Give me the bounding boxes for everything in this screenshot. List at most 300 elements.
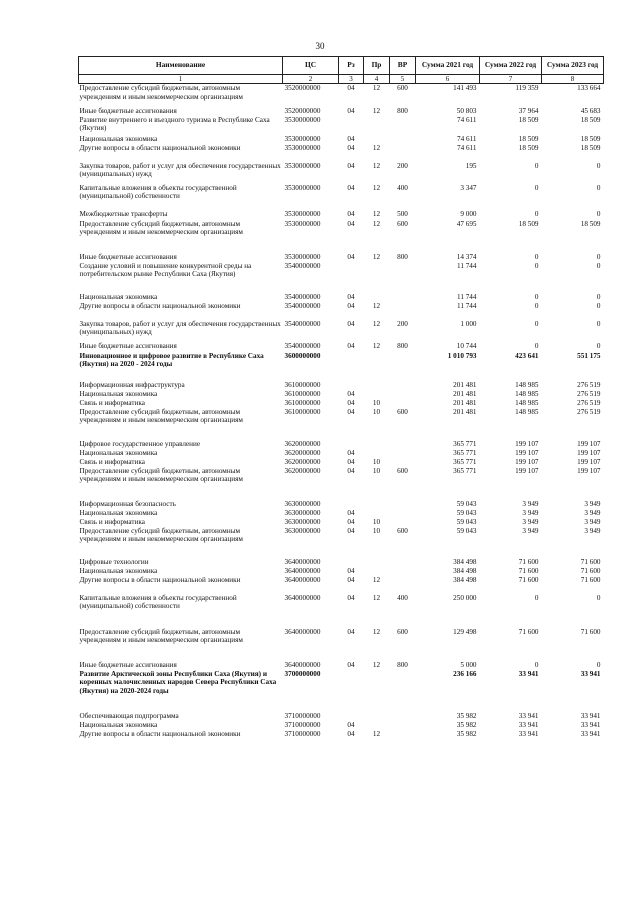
row-sum-2021-cell: 250 000 bbox=[453, 593, 477, 602]
row-name-cell: Предоставление субсидий бюджетным, автономным учреждениям и иным некоммерческим организациям bbox=[79, 84, 243, 101]
row-sum-2022-cell: 33 941 bbox=[518, 669, 539, 678]
table-row bbox=[79, 467, 604, 500]
row-pr-cell: 10 bbox=[372, 407, 381, 416]
row-sum-2023-cell: 0 bbox=[596, 301, 601, 310]
row-name-cell: Инновационное и цифровое развитие в Республике Саха (Якутия) на 2020 - 2024 годы bbox=[79, 351, 264, 369]
row-pr-cell: 10 bbox=[372, 526, 381, 535]
row-sum-2022-cell: 33 941 bbox=[518, 720, 539, 729]
row-pr-cell: 12 bbox=[372, 183, 381, 192]
row-sum-2022-cell: 33 941 bbox=[518, 729, 539, 738]
table-row bbox=[79, 594, 604, 628]
row-sum-2023-cell: 3 949 bbox=[584, 508, 601, 517]
row-pr-cell: 12 bbox=[372, 301, 381, 310]
row-name-cell: Национальная экономика bbox=[79, 389, 158, 398]
row-rz-cell: 04 bbox=[347, 219, 355, 228]
row-vr-cell bbox=[390, 558, 416, 567]
row-rz-cell: 04 bbox=[347, 575, 355, 584]
row-name-cell: Закупка товаров, работ и услуг для обеспечения государственных (муниципальных) нужд bbox=[79, 319, 281, 337]
row-rz-cell bbox=[339, 712, 364, 721]
row-sum-2022-cell: 18 509 bbox=[518, 115, 539, 124]
row-name-cell: Капитальные вложения в объекты государственной (муниципальной) собственности bbox=[79, 593, 237, 611]
row-name-cell: Обеспечивающая подпрограмма bbox=[79, 711, 179, 720]
row-sum-2021-cell: 141 493 bbox=[453, 84, 477, 93]
row-vr-cell bbox=[390, 293, 416, 302]
row-sum-2022-cell: 0 bbox=[534, 292, 539, 301]
row-sum-2022-cell: 37 964 bbox=[518, 106, 539, 115]
row-sum-2022-cell: 148 985 bbox=[515, 380, 539, 389]
row-name-cell: Предоставление субсидий бюджетным, автономным учреждениям и иным некоммерческим организациям bbox=[79, 627, 243, 645]
column-number: 2 bbox=[283, 75, 339, 84]
row-sum-2021-cell: 14 374 bbox=[456, 252, 477, 261]
row-cs-cell: 3610000000 bbox=[284, 398, 321, 407]
table-row bbox=[79, 342, 604, 352]
row-pr-cell bbox=[364, 567, 390, 576]
row-sum-2022-cell: 199 107 bbox=[515, 448, 539, 457]
row-rz-cell bbox=[339, 670, 364, 712]
row-vr-cell bbox=[390, 302, 416, 320]
row-cs-cell: 3710000000 bbox=[284, 720, 321, 729]
row-sum-2021-cell: 201 481 bbox=[453, 380, 477, 389]
row-cs-cell: 3640000000 bbox=[284, 575, 321, 584]
row-sum-2021-cell: 47 695 bbox=[456, 219, 477, 228]
row-cs-cell: 3610000000 bbox=[284, 407, 321, 416]
table-row bbox=[79, 144, 604, 162]
table-row bbox=[79, 661, 604, 670]
row-rz-cell: 04 bbox=[347, 301, 355, 310]
row-cs-cell: 3640000000 bbox=[284, 566, 321, 575]
row-cs-cell: 3710000000 bbox=[284, 729, 321, 738]
row-pr-cell bbox=[364, 721, 390, 730]
row-cs-cell: 3620000000 bbox=[284, 439, 321, 448]
row-vr-cell bbox=[390, 352, 416, 381]
row-pr-cell: 12 bbox=[372, 627, 381, 636]
row-cs-cell: 3620000000 bbox=[284, 457, 321, 466]
row-sum-2022-cell: 148 985 bbox=[515, 398, 539, 407]
row-sum-2023-cell: 0 bbox=[596, 292, 601, 301]
row-sum-2021-cell: 384 498 bbox=[453, 575, 477, 584]
row-vr-cell: 600 bbox=[397, 219, 408, 228]
row-sum-2023-cell: 133 664 bbox=[577, 84, 601, 93]
row-sum-2022-cell: 0 bbox=[534, 261, 539, 270]
row-sum-2022-cell: 0 bbox=[534, 161, 539, 170]
row-sum-2023-cell: 199 107 bbox=[577, 466, 601, 475]
row-name-cell: Предоставление субсидий бюджетным, автономным учреждениям и иным некоммерческим организациям bbox=[79, 526, 243, 544]
row-name-cell: Капитальные вложения в объекты государственной (муниципальной) собственности bbox=[79, 183, 237, 201]
row-sum-2023-cell: 3 949 bbox=[584, 526, 601, 535]
header-vr: ВР bbox=[390, 57, 416, 75]
row-cs-cell: 3530000000 bbox=[284, 134, 321, 143]
row-sum-2022-cell: 199 107 bbox=[515, 439, 539, 448]
table-row bbox=[79, 730, 604, 739]
row-name-cell: Цифровые технологии bbox=[79, 557, 149, 566]
row-rz-cell: 04 bbox=[347, 106, 355, 115]
row-sum-2023-cell: 0 bbox=[596, 252, 601, 261]
row-vr-cell bbox=[390, 730, 416, 739]
row-pr-cell: 10 bbox=[372, 398, 381, 407]
row-vr-cell bbox=[390, 458, 416, 467]
row-sum-2023-cell: 33 941 bbox=[580, 711, 601, 720]
row-sum-2023-cell: 0 bbox=[596, 660, 601, 669]
header-pr: Пр bbox=[364, 57, 390, 75]
row-rz-cell bbox=[339, 500, 364, 509]
row-rz-cell: 04 bbox=[347, 134, 355, 143]
row-sum-2023-cell: 0 bbox=[596, 593, 601, 602]
table-header-row bbox=[79, 57, 604, 75]
column-number: 5 bbox=[390, 75, 416, 84]
row-vr-cell: 200 bbox=[397, 319, 408, 328]
row-sum-2021-cell: 11 744 bbox=[457, 292, 477, 301]
row-sum-2023-cell: 276 519 bbox=[577, 407, 601, 416]
row-sum-2022-cell: 71 600 bbox=[518, 627, 539, 636]
row-sum-2021-cell: 9 000 bbox=[460, 209, 477, 218]
row-vr-cell: 600 bbox=[397, 627, 408, 636]
row-sum-2023-cell: 33 941 bbox=[580, 720, 601, 729]
row-sum-2021-cell: 365 771 bbox=[453, 466, 477, 475]
row-rz-cell: 04 bbox=[347, 84, 355, 93]
row-sum-2021-cell: 1 000 bbox=[460, 319, 477, 328]
table-row bbox=[79, 440, 604, 449]
row-sum-2021-cell: 11 744 bbox=[457, 301, 477, 310]
row-cs-cell: 3540000000 bbox=[284, 261, 321, 270]
row-sum-2023-cell: 0 bbox=[596, 209, 601, 218]
row-vr-cell bbox=[390, 712, 416, 721]
table-row bbox=[79, 628, 604, 661]
row-pr-cell: 12 bbox=[372, 219, 381, 228]
row-cs-cell: 3530000000 bbox=[284, 183, 321, 192]
table-row bbox=[79, 84, 604, 107]
table-row bbox=[79, 390, 604, 399]
row-rz-cell bbox=[339, 558, 364, 567]
column-number: 8 bbox=[542, 75, 604, 84]
row-name-cell: Национальная экономика bbox=[79, 448, 158, 457]
row-cs-cell: 3540000000 bbox=[284, 319, 321, 328]
row-pr-cell: 12 bbox=[372, 106, 381, 115]
row-name-cell: Межбюджетные трансферты bbox=[79, 209, 168, 218]
row-rz-cell: 04 bbox=[347, 448, 355, 457]
row-sum-2023-cell: 71 600 bbox=[580, 627, 601, 636]
row-cs-cell: 3530000000 bbox=[284, 143, 321, 152]
row-sum-2021-cell: 365 771 bbox=[453, 448, 477, 457]
row-sum-2022-cell: 0 bbox=[534, 252, 539, 261]
row-cs-cell: 3540000000 bbox=[284, 341, 321, 350]
row-sum-2023-cell: 3 949 bbox=[584, 517, 601, 526]
row-sum-2023-cell: 0 bbox=[596, 319, 601, 328]
row-sum-2022-cell: 0 bbox=[534, 341, 539, 350]
row-name-cell: Развитие Арктической зоны Республики Саха (Якутия) и коренных малочисленных народов Севера Республики Саха (Якутия) на 2020-2024 годы bbox=[79, 669, 277, 695]
row-name-cell: Закупка товаров, работ и услуг для обеспечения государственных (муниципальных) нужд bbox=[79, 161, 281, 179]
row-cs-cell: 3540000000 bbox=[284, 301, 321, 310]
row-name-cell: Другие вопросы в области национальной экономики bbox=[79, 575, 241, 584]
row-pr-cell bbox=[364, 390, 390, 399]
row-vr-cell bbox=[390, 576, 416, 594]
table-row bbox=[79, 721, 604, 730]
row-rz-cell: 04 bbox=[347, 526, 355, 535]
row-cs-cell: 3520000000 bbox=[284, 106, 321, 115]
row-cs-cell: 3630000000 bbox=[284, 508, 321, 517]
row-name-cell: Иные бюджетные ассигнования bbox=[79, 660, 177, 669]
row-vr-cell: 600 bbox=[397, 407, 408, 416]
row-sum-2023-cell: 71 600 bbox=[580, 566, 601, 575]
row-rz-cell: 04 bbox=[347, 161, 355, 170]
row-pr-cell: 12 bbox=[372, 252, 381, 261]
row-sum-2021-cell: 236 166 bbox=[453, 669, 477, 678]
table-row bbox=[79, 302, 604, 320]
row-cs-cell: 3530000000 bbox=[284, 219, 321, 228]
row-sum-2022-cell: 18 509 bbox=[518, 134, 539, 143]
row-pr-cell bbox=[364, 440, 390, 449]
table-row bbox=[79, 293, 604, 302]
row-sum-2021-cell: 195 bbox=[465, 161, 477, 170]
table-row bbox=[79, 567, 604, 576]
row-cs-cell: 3640000000 bbox=[284, 660, 321, 669]
row-name-cell: Национальная экономика bbox=[79, 720, 158, 729]
row-sum-2023-cell: 0 bbox=[596, 161, 601, 170]
header-cs: ЦС bbox=[283, 57, 339, 75]
row-rz-cell: 04 bbox=[347, 720, 355, 729]
row-name-cell: Связь и информатика bbox=[79, 517, 145, 526]
row-sum-2022-cell: 0 bbox=[534, 660, 539, 669]
row-vr-cell: 800 bbox=[397, 341, 408, 350]
table-row bbox=[79, 162, 604, 184]
row-sum-2021-cell: 59 043 bbox=[456, 526, 477, 535]
row-name-cell: Связь и информатика bbox=[79, 457, 145, 466]
column-number: 3 bbox=[339, 75, 364, 84]
row-sum-2021-cell: 59 043 bbox=[456, 517, 477, 526]
row-pr-cell: 12 bbox=[372, 143, 381, 152]
row-rz-cell bbox=[339, 440, 364, 449]
column-number: 7 bbox=[480, 75, 542, 84]
row-rz-cell: 04 bbox=[347, 508, 355, 517]
row-cs-cell: 3610000000 bbox=[284, 380, 321, 389]
row-sum-2021-cell: 59 043 bbox=[456, 508, 477, 517]
row-name-cell: Иные бюджетные ассигнования bbox=[79, 252, 177, 261]
row-rz-cell: 04 bbox=[347, 457, 355, 466]
header-name: Наименование bbox=[79, 57, 283, 75]
row-cs-cell: 3600000000 bbox=[284, 351, 321, 360]
row-cs-cell: 3530000000 bbox=[284, 115, 321, 124]
row-sum-2022-cell: 423 641 bbox=[515, 351, 539, 360]
row-vr-cell bbox=[390, 144, 416, 162]
row-rz-cell bbox=[339, 116, 364, 135]
row-sum-2021-cell: 365 771 bbox=[453, 457, 477, 466]
table-row bbox=[79, 558, 604, 567]
row-name-cell: Другие вопросы в области национальной экономики bbox=[79, 143, 241, 152]
column-number: 6 bbox=[416, 75, 480, 84]
row-vr-cell bbox=[390, 381, 416, 390]
row-cs-cell: 3530000000 bbox=[284, 209, 321, 218]
row-vr-cell: 800 bbox=[397, 106, 408, 115]
row-sum-2021-cell: 35 982 bbox=[456, 720, 477, 729]
row-name-cell: Национальная экономика bbox=[79, 508, 158, 517]
row-sum-2023-cell: 276 519 bbox=[577, 380, 601, 389]
row-sum-2022-cell: 148 985 bbox=[515, 407, 539, 416]
row-pr-cell: 12 bbox=[372, 84, 381, 93]
row-sum-2023-cell: 18 509 bbox=[580, 115, 601, 124]
row-vr-cell bbox=[390, 500, 416, 509]
row-pr-cell: 12 bbox=[372, 575, 381, 584]
row-sum-2023-cell: 71 600 bbox=[580, 575, 601, 584]
header-sum-2022: Сумма 2022 год bbox=[480, 57, 542, 75]
row-rz-cell: 04 bbox=[347, 183, 355, 192]
row-vr-cell: 600 bbox=[397, 526, 408, 535]
row-name-cell: Предоставление субсидий бюджетным, автономным учреждениям и иным некоммерческим организациям bbox=[79, 407, 243, 425]
row-vr-cell bbox=[390, 440, 416, 449]
row-vr-cell: 400 bbox=[397, 593, 408, 602]
row-pr-cell bbox=[364, 262, 390, 293]
row-sum-2022-cell: 199 107 bbox=[515, 457, 539, 466]
row-vr-cell bbox=[390, 135, 416, 144]
row-sum-2023-cell: 199 107 bbox=[577, 439, 601, 448]
table-row bbox=[79, 381, 604, 390]
row-sum-2023-cell: 71 600 bbox=[580, 557, 601, 566]
row-sum-2023-cell: 276 519 bbox=[577, 398, 601, 407]
row-cs-cell: 3700000000 bbox=[284, 669, 321, 678]
row-pr-cell bbox=[364, 135, 390, 144]
row-sum-2022-cell: 33 941 bbox=[518, 711, 539, 720]
row-sum-2023-cell: 33 941 bbox=[580, 669, 601, 678]
row-vr-cell bbox=[390, 518, 416, 527]
table-row bbox=[79, 107, 604, 116]
row-sum-2023-cell: 551 175 bbox=[577, 351, 601, 360]
row-sum-2021-cell: 365 771 bbox=[453, 439, 477, 448]
row-pr-cell bbox=[364, 712, 390, 721]
row-sum-2023-cell: 276 519 bbox=[577, 389, 601, 398]
row-sum-2021-cell: 11 744 bbox=[457, 261, 477, 270]
row-sum-2023-cell: 45 683 bbox=[580, 106, 601, 115]
row-rz-cell: 04 bbox=[347, 209, 355, 218]
row-rz-cell bbox=[339, 381, 364, 390]
row-pr-cell bbox=[364, 509, 390, 518]
row-cs-cell: 3630000000 bbox=[284, 517, 321, 526]
row-name-cell: Иные бюджетные ассигнования bbox=[79, 106, 177, 115]
row-vr-cell: 400 bbox=[397, 183, 408, 192]
table-row bbox=[79, 670, 604, 712]
row-sum-2023-cell: 199 107 bbox=[577, 448, 601, 457]
row-vr-cell bbox=[390, 670, 416, 712]
row-sum-2021-cell: 129 498 bbox=[453, 627, 477, 636]
row-rz-cell: 04 bbox=[347, 566, 355, 575]
row-cs-cell: 3610000000 bbox=[284, 389, 321, 398]
row-pr-cell bbox=[364, 449, 390, 458]
row-cs-cell: 3640000000 bbox=[284, 627, 321, 636]
row-vr-cell: 800 bbox=[397, 660, 408, 669]
row-sum-2021-cell: 35 982 bbox=[456, 711, 477, 720]
row-sum-2022-cell: 3 949 bbox=[522, 499, 539, 508]
row-rz-cell: 04 bbox=[347, 517, 355, 526]
table-row bbox=[79, 408, 604, 440]
budget-table bbox=[78, 56, 604, 739]
row-sum-2022-cell: 18 509 bbox=[518, 143, 539, 152]
row-sum-2022-cell: 71 600 bbox=[518, 557, 539, 566]
row-cs-cell: 3710000000 bbox=[284, 711, 321, 720]
table-row bbox=[79, 518, 604, 527]
row-sum-2021-cell: 5 000 bbox=[460, 660, 477, 669]
table-row bbox=[79, 210, 604, 220]
row-rz-cell: 04 bbox=[347, 466, 355, 475]
table-row bbox=[79, 712, 604, 721]
header-rz: Рз bbox=[339, 57, 364, 75]
row-cs-cell: 3620000000 bbox=[284, 448, 321, 457]
row-cs-cell: 3540000000 bbox=[284, 292, 321, 301]
table-row bbox=[79, 220, 604, 253]
row-rz-cell: 04 bbox=[347, 593, 355, 602]
row-sum-2022-cell: 71 600 bbox=[518, 575, 539, 584]
row-pr-cell: 10 bbox=[372, 457, 381, 466]
table-row bbox=[79, 500, 604, 509]
table-row bbox=[79, 262, 604, 293]
row-name-cell: Создание условий и повышение конкурентной среды на потребительском рынке Республики Саха (Якутия) bbox=[79, 261, 252, 279]
row-sum-2021-cell: 74 611 bbox=[457, 143, 477, 152]
row-pr-cell: 12 bbox=[372, 593, 381, 602]
row-vr-cell: 600 bbox=[397, 466, 408, 475]
row-name-cell: Информационная инфраструктура bbox=[79, 380, 185, 389]
row-sum-2021-cell: 35 982 bbox=[456, 729, 477, 738]
row-rz-cell: 04 bbox=[347, 143, 355, 152]
column-number: 4 bbox=[364, 75, 390, 84]
row-name-cell: Предоставление субсидий бюджетным, автономным учреждениям и иным некоммерческим организациям bbox=[79, 466, 243, 484]
row-sum-2023-cell: 3 949 bbox=[584, 499, 601, 508]
row-vr-cell: 500 bbox=[397, 209, 408, 218]
row-sum-2021-cell: 74 611 bbox=[457, 115, 477, 124]
row-vr-cell: 800 bbox=[397, 252, 408, 261]
row-name-cell: Развитие внутреннего и въездного туризма в Республике Саха (Якутия) bbox=[79, 115, 270, 133]
row-sum-2022-cell: 0 bbox=[534, 319, 539, 328]
row-sum-2022-cell: 0 bbox=[534, 593, 539, 602]
row-name-cell: Информационная безопасность bbox=[79, 499, 176, 508]
row-vr-cell bbox=[390, 390, 416, 399]
table-row bbox=[79, 399, 604, 408]
row-cs-cell: 3630000000 bbox=[284, 499, 321, 508]
row-sum-2021-cell: 74 611 bbox=[457, 134, 477, 143]
table-row bbox=[79, 352, 604, 381]
row-sum-2021-cell: 1 010 793 bbox=[447, 351, 477, 360]
row-name-cell: Национальная экономика bbox=[79, 134, 158, 143]
row-rz-cell bbox=[339, 262, 364, 293]
row-pr-cell: 12 bbox=[372, 319, 381, 328]
row-name-cell: Другие вопросы в области национальной экономики bbox=[79, 301, 241, 310]
table-row bbox=[79, 116, 604, 135]
row-rz-cell: 04 bbox=[347, 729, 355, 738]
row-pr-cell: 12 bbox=[372, 729, 381, 738]
row-pr-cell: 12 bbox=[372, 660, 381, 669]
row-sum-2023-cell: 0 bbox=[596, 183, 601, 192]
row-rz-cell: 04 bbox=[347, 292, 355, 301]
row-sum-2023-cell: 18 509 bbox=[580, 219, 601, 228]
table-column-numbers-row bbox=[79, 75, 604, 84]
row-sum-2021-cell: 384 498 bbox=[453, 566, 477, 575]
row-sum-2021-cell: 201 481 bbox=[453, 407, 477, 416]
row-rz-cell: 04 bbox=[347, 389, 355, 398]
row-vr-cell bbox=[390, 721, 416, 730]
row-name-cell: Иные бюджетные ассигнования bbox=[79, 341, 177, 350]
row-sum-2022-cell: 148 985 bbox=[515, 389, 539, 398]
row-vr-cell: 600 bbox=[397, 84, 408, 93]
row-pr-cell: 12 bbox=[372, 161, 381, 170]
table-body bbox=[79, 84, 604, 739]
row-pr-cell: 12 bbox=[372, 209, 381, 218]
row-sum-2022-cell: 0 bbox=[534, 209, 539, 218]
table-row bbox=[79, 527, 604, 558]
row-sum-2022-cell: 3 949 bbox=[522, 508, 539, 517]
row-name-cell: Связь и информатика bbox=[79, 398, 145, 407]
row-sum-2021-cell: 384 498 bbox=[453, 557, 477, 566]
row-name-cell: Предоставление субсидий бюджетным, автономным учреждениям и иным некоммерческим организациям bbox=[79, 219, 243, 237]
column-number: 1 bbox=[79, 75, 283, 84]
row-vr-cell bbox=[390, 509, 416, 518]
row-cs-cell: 3530000000 bbox=[284, 252, 321, 261]
row-sum-2022-cell: 199 107 bbox=[515, 466, 539, 475]
row-pr-cell bbox=[364, 293, 390, 302]
